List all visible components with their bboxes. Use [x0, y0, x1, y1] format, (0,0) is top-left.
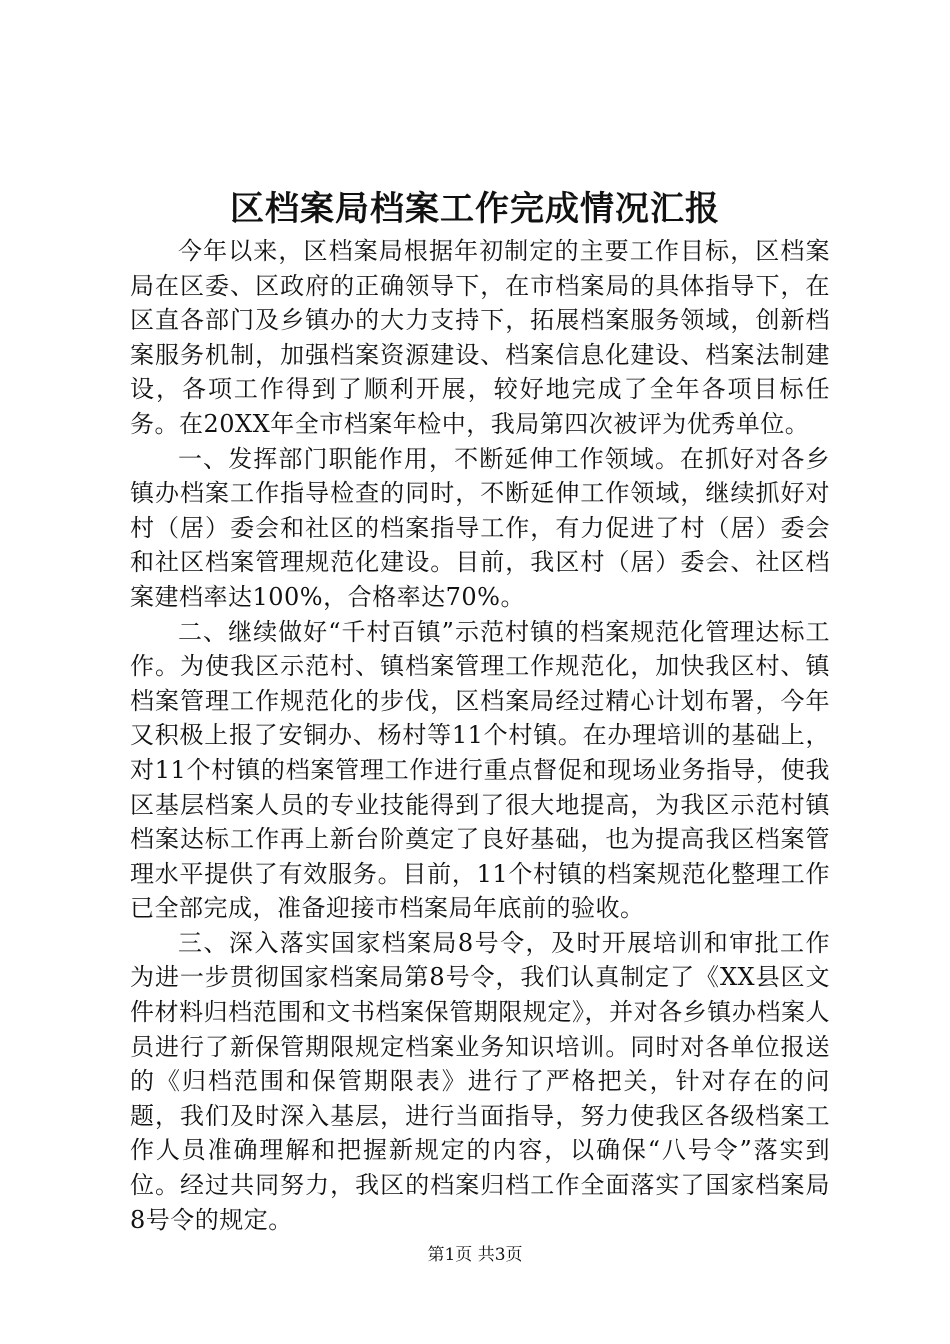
paragraph-section-3: 三、深入落实国家档案局8号令，及时开展培训和审批工作为进一步贯彻国家档案局第8号令，我们认真制定了《XX县区文件材料归档范围和文书档案保管期限规定》，并对各乡镇办档案人员进行了新保管期限规定档案业务知识培训。同时对各单位报送的《归档范围和保管期限表》进行了严格把关，针对存在的问题，我们及时深入基层，进行当面指导，努力使我区各级档案工作人员准确理解和把握新规定的内容，以确保“八号令”落实到位。经过共同努力，我区的档案归档工作全面落实了国家档案局8号令的规定。 — [130, 928, 830, 1234]
document-title: 区档案局档案工作完成情况汇报 — [230, 189, 720, 229]
paragraph-intro: 今年以来，区档案局根据年初制定的主要工作目标，区档案局在区委、区政府的正确领导下，在市档案局的具体指导下，在区直各部门及乡镇办的大力支持下，拓展档案服务领域，创新档案服务机制，加强档案资源建设、档案信息化建设、档案法制建设，各项工作得到了顺利开展，较好地完成了全年各项目标任务。在20XX年全市档案年检中，我局第四次被评为优秀单位。 — [130, 237, 830, 438]
paragraph-section-1: 一、发挥部门职能作用，不断延伸工作领域。在抓好对各乡镇办档案工作指导检查的同时，不断延伸工作领域，继续抓好对村（居）委会和社区的档案指导工作，有力促进了村（居）委会和社区档案管理规范化建设。目前，我区村（居）委会、社区档案建档率达100%，合格率达70%。 — [130, 444, 830, 611]
page-footer: 第1页 共3页 — [427, 1245, 523, 1265]
document-body — [130, 234, 830, 1237]
paragraph-section-2: 二、继续做好“千村百镇”示范村镇的档案规范化管理达标工作。为使我区示范村、镇档案管理工作规范化，加快我区村、镇档案管理工作规范化的步伐，区档案局经过精心计划布署，今年又积极上报了安铜办、杨村等11个村镇。在办理培训的基础上，对11个村镇的档案管理工作进行重点督促和现场业务指导，使我区基层档案人员的专业技能得到了很大地提高，为我区示范村镇档案达标工作再上新台阶奠定了良好基础，也为提高我区档案管理水平提供了有效服务。目前，11个村镇的档案规范化整理工作已全部完成，准备迎接市档案局年底前的验收。 — [130, 617, 830, 923]
